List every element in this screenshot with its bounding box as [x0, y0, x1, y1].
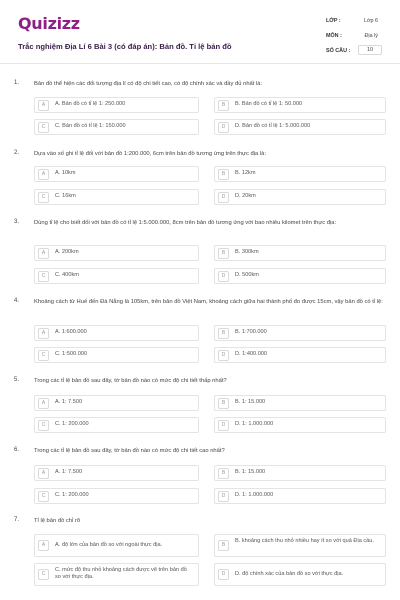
- option-a[interactable]: [34, 465, 199, 481]
- question-number: 4.: [14, 298, 20, 304]
- worksheet-header: [18, 10, 382, 70]
- option-b[interactable]: [214, 465, 386, 481]
- option-letter: D: [218, 569, 229, 580]
- option-b[interactable]: [214, 245, 386, 261]
- meta-subject: [326, 31, 382, 46]
- option-text: A. 1:600.000: [55, 329, 87, 335]
- question-number: 5.: [14, 377, 20, 383]
- option-text: D. 1:400.000: [235, 351, 268, 357]
- option-letter: A: [38, 540, 49, 551]
- header-divider: [0, 63, 400, 64]
- option-letter: A: [38, 100, 49, 111]
- option-text: C. mức độ thu nhỏ khoảng cách được vẽ trên bản đồ so với thực địa.: [55, 567, 187, 580]
- option-letter: D: [218, 491, 229, 502]
- option-letter: C: [38, 491, 49, 502]
- option-text: B. khoảng cách thu nhỏ nhiều hay ít so với quả Địa cầu.: [235, 538, 374, 544]
- option-text: D. 500km: [235, 272, 259, 278]
- option-d[interactable]: [214, 189, 386, 205]
- quiz-title: Trắc nghiệm Địa Lí 6 Bài 3 (có đáp án): Bản đồ. Tỉ lệ bản đồ: [18, 42, 232, 51]
- option-text: D. Bản đồ có tỉ lệ 1: 5.000.000: [235, 123, 311, 129]
- option-letter: D: [218, 420, 229, 431]
- option-text: B. 1: 15.000: [235, 469, 266, 475]
- option-text: D. 1: 1.000.000: [235, 421, 274, 427]
- option-letter: C: [38, 122, 49, 133]
- option-text: A. 1: 7.500: [55, 399, 83, 405]
- option-letter: A: [38, 398, 49, 409]
- option-b[interactable]: [214, 325, 386, 341]
- option-c[interactable]: [34, 563, 199, 586]
- option-letter: B: [218, 248, 229, 259]
- question-text: Dùng tỉ lệ cho biết đối với bản đồ có tỉ lệ 1:5.000.000, 8cm trên bản đồ tương ứng với bao nhiêu kilomet trên thực địa:: [34, 220, 337, 226]
- option-text: C. 400km: [55, 272, 79, 278]
- meta-class: [326, 16, 382, 31]
- option-c[interactable]: [34, 189, 199, 205]
- question-number: 2.: [14, 150, 20, 156]
- question-number: 7.: [14, 517, 20, 523]
- option-letter: B: [218, 398, 229, 409]
- option-letter: B: [218, 169, 229, 180]
- option-letter: C: [38, 350, 49, 361]
- option-a[interactable]: [34, 325, 199, 341]
- meta-label: LỚP :: [326, 18, 341, 24]
- question-text: Trong các tỉ lệ bản đồ sau đây, tờ bản đồ nào có mức độ chi tiết thấp nhất?: [34, 378, 227, 384]
- option-letter: D: [218, 271, 229, 282]
- option-letter: B: [218, 540, 229, 551]
- option-text: C. 1:500.000: [55, 351, 88, 357]
- option-letter: B: [218, 468, 229, 479]
- option-letter: C: [38, 271, 49, 282]
- question-text: Dựa vào số ghi tỉ lệ đối với bản đồ 1:200.000, 6cm trên bản đồ tương ứng trên thực địa là:: [34, 151, 266, 157]
- option-c[interactable]: [34, 488, 199, 504]
- option-text: B. 1:700.000: [235, 329, 267, 335]
- option-text: D. 20km: [235, 193, 256, 199]
- option-letter: D: [218, 122, 229, 133]
- option-b[interactable]: [214, 166, 386, 182]
- option-d[interactable]: [214, 488, 386, 504]
- option-c[interactable]: [34, 347, 199, 363]
- meta-value: Lớp 6: [363, 18, 378, 24]
- option-a[interactable]: [34, 534, 199, 557]
- meta-label: SỐ CÂU :: [326, 48, 351, 54]
- option-letter: B: [218, 328, 229, 339]
- option-d[interactable]: [214, 119, 386, 135]
- option-a[interactable]: [34, 97, 199, 113]
- option-letter: A: [38, 248, 49, 259]
- option-text: C. 16km: [55, 193, 76, 199]
- question-number: 1.: [14, 80, 20, 86]
- option-c[interactable]: [34, 417, 199, 433]
- meta-value: 10: [358, 45, 382, 55]
- option-text: B. Bản đồ có tỉ lệ 1: 50.000: [235, 101, 303, 107]
- option-letter: D: [218, 192, 229, 203]
- option-text: C. Bản đồ có tỉ lệ 1: 150.000: [55, 123, 126, 129]
- option-text: B. 300km: [235, 249, 259, 255]
- option-text: C. 1: 200.000: [55, 421, 89, 427]
- question-text: Tỉ lệ bản đồ chỉ rõ: [34, 518, 81, 524]
- option-text: A. Bản đồ có tỉ lệ 1: 250.000: [55, 101, 126, 107]
- option-text: A. 1: 7.500: [55, 469, 83, 475]
- option-b[interactable]: [214, 97, 386, 113]
- option-d[interactable]: [214, 417, 386, 433]
- option-text: A. 10km: [55, 170, 76, 176]
- option-letter: C: [38, 569, 49, 580]
- quiz-meta: [326, 16, 382, 61]
- option-letter: A: [38, 328, 49, 339]
- option-letter: B: [218, 100, 229, 111]
- option-letter: A: [38, 468, 49, 479]
- question-text: Bản đồ thể hiện các đối tượng địa lí có độ chi tiết cao, có độ chính xác và đầy đủ nhất là:: [34, 81, 263, 87]
- question-number: 3.: [14, 219, 20, 225]
- option-a[interactable]: [34, 395, 199, 411]
- option-d[interactable]: [214, 268, 386, 284]
- option-d[interactable]: [214, 347, 386, 363]
- option-letter: C: [38, 420, 49, 431]
- quizizz-logo: Quizizz: [18, 14, 80, 33]
- meta-value: Địa lý: [364, 33, 378, 39]
- option-c[interactable]: [34, 268, 199, 284]
- meta-question-count: [326, 46, 382, 61]
- option-text: D. 1: 1.000.000: [235, 492, 274, 498]
- option-letter: A: [38, 169, 49, 180]
- option-text: C. 1: 200.000: [55, 492, 89, 498]
- option-letter: C: [38, 192, 49, 203]
- option-text: D. độ chính xác của bản đồ so với thực địa.: [235, 571, 344, 577]
- question-text: Trong các tỉ lệ bản đồ sau đây, tờ bản đồ nào có mức độ chi tiết cao nhất?: [34, 448, 225, 454]
- option-b[interactable]: [214, 534, 386, 557]
- option-a[interactable]: [34, 166, 199, 182]
- option-text: B. 12km: [235, 170, 256, 176]
- option-text: B. 1: 15.000: [235, 399, 266, 405]
- meta-label: MÔN :: [326, 33, 342, 39]
- option-text: A. 200km: [55, 249, 79, 255]
- option-a[interactable]: [34, 245, 199, 261]
- option-text: A. độ lớn của bản đồ so với ngoài thực địa.: [55, 542, 163, 548]
- question-number: 6.: [14, 447, 20, 453]
- option-letter: D: [218, 350, 229, 361]
- option-d[interactable]: [214, 563, 386, 586]
- option-b[interactable]: [214, 395, 386, 411]
- option-c[interactable]: [34, 119, 199, 135]
- question-text: Khoảng cách từ Huế đến Đà Nẵng là 105km, trên bản đồ Việt Nam, khoảng cách giữa hai thành phố đo được 15cm, vậy bản đồ có tỉ lệ:: [34, 299, 383, 305]
